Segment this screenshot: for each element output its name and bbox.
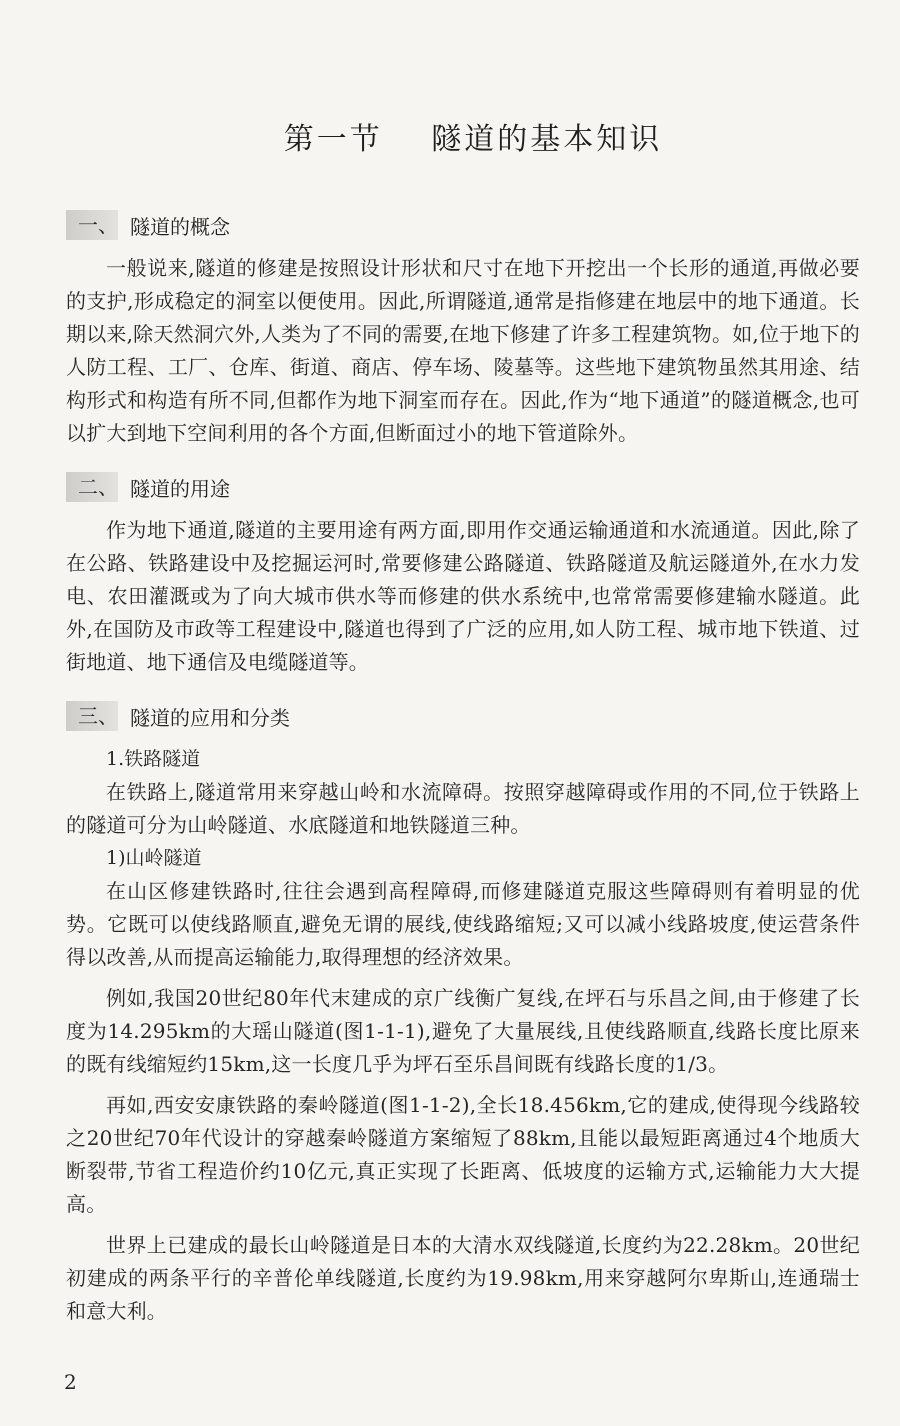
section-title-text: 隧道的基本知识 <box>431 122 663 157</box>
paragraph-mountain-4: 世界上已建成的最长山岭隧道是日本的大清水双线隧道,长度约为22.28km。20世纪初建成的两条平行的辛普伦单线隧道,长度约为19.98km,用来穿越阿尔卑斯山,连通瑞士和意大利。 <box>66 1233 860 1323</box>
heading-application <box>66 701 860 731</box>
heading-number: 一、 <box>66 210 118 240</box>
subheading-mountain-tunnel: 1)山岭隧道 <box>106 847 202 869</box>
paragraph-concept: 一般说来,隧道的修建是按照设计形状和尺寸在地下开挖出一个长形的通道,再做必要的支护,形成稳定的洞室以便使用。因此,所谓隧道,通常是指修建在地层中的地下通道。长期以来,除天然洞穴外,人类为了不同的需要,在地下修建了许多工程建筑物。如,位于地下的人防工程、工厂、仓库、街道、商店、停车场、陵墓等。这些地下建筑物虽然其用途、结构形式和构造有所不同,但都作为地下洞室而存在。因此,作为“地下通道”的隧道概念,也可以扩大到地下空间利用的各个方面,但断面过小的地下管道除外。 <box>66 256 860 445</box>
heading-number: 二、 <box>66 472 118 502</box>
heading-number: 三、 <box>66 701 118 731</box>
heading-concept <box>66 210 860 240</box>
section-number: 第一节 <box>283 122 383 157</box>
section-usage <box>66 472 860 679</box>
paragraph-usage: 作为地下通道,隧道的主要用途有两方面,即用作交通运输通道和水流通道。因此,除了在公路、铁路建设中及挖掘运河时,常要修建公路隧道、铁路隧道及航运隧道外,在水力发电、农田灌溉或为了向大城市供水等而修建的供水系统中,也常常需要修建输水隧道。此外,在国防及市政等工程建设中,隧道也得到了广泛的应用,如人防工程、城市地下铁道、过街地道、地下通信及电缆隧道等。 <box>66 518 860 674</box>
paragraph-mountain-3: 再如,西安安康铁路的秦岭隧道(图1-1-2),全长18.456km,它的建成,使得现今线路较之20世纪70年代设计的穿越秦岭隧道方案缩短了88km,且能以最短距离通过4个地质大断裂带,节省工程造价约10亿元,真正实现了长距离、低坡度的运输方式,运输能力大大提高。 <box>66 1093 860 1216</box>
subheading-railway-tunnel: 1.铁路隧道 <box>106 748 201 770</box>
paragraph-mountain-2: 例如,我国20世纪80年代末建成的京广线衡广复线,在坪石与乐昌之间,由于修建了长度为14.295km的大瑶山隧道(图1-1-1),避免了大量展线,且使线路顺直,线路长度比原来的既有线缩短约15km,这一长度几乎为坪石至乐昌间既有线路长度的1/3。 <box>66 986 860 1076</box>
section-application <box>66 701 860 1328</box>
section-title <box>66 118 860 162</box>
paragraph-railway: 在铁路上,隧道常用来穿越山岭和水流障碍。按照穿越障碍或作用的不同,位于铁路上的隧道可分为山岭隧道、水底隧道和地铁隧道三种。 <box>66 780 860 837</box>
paragraph-mountain-1: 在山区修建铁路时,往往会遇到高程障碍,而修建隧道克服这些障碍则有着明显的优势。它既可以使线路顺直,避免无谓的展线,使线路缩短;又可以减小线路坡度,使运营条件得以改善,从而提高运输能力,取得理想的经济效果。 <box>66 879 860 969</box>
page-number: 2 <box>64 1370 77 1394</box>
heading-text: 隧道的应用和分类 <box>130 705 290 730</box>
section-concept <box>66 210 860 450</box>
heading-text: 隧道的概念 <box>130 214 230 239</box>
heading-text: 隧道的用途 <box>130 476 230 501</box>
heading-usage <box>66 472 860 502</box>
